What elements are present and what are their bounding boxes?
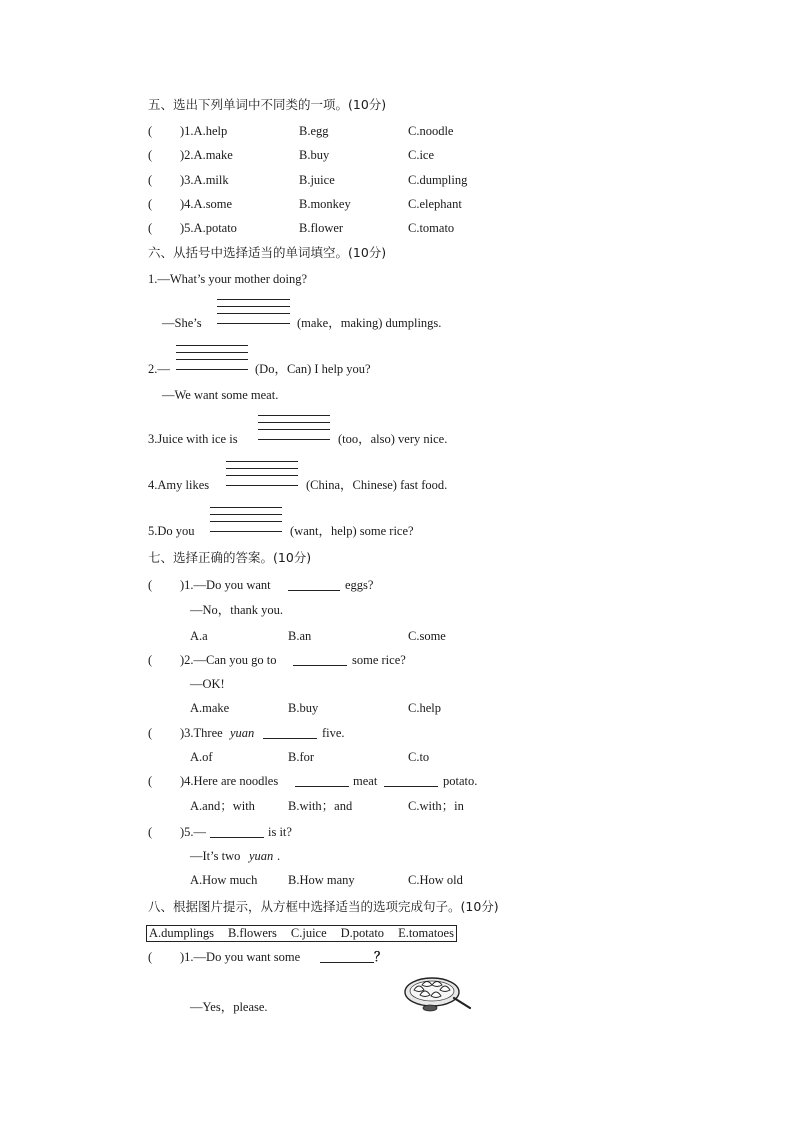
s7-q1-blank[interactable] [288,577,340,593]
option-b: B.flower [299,221,344,235]
s7-q3-opt-c: C.to [408,750,430,764]
s8-q1-text-a: )1.—Do you want some [180,950,301,964]
option-b: B.egg [299,124,329,138]
option-c: C.dumpling [408,173,468,187]
s7-q1-opt-b: B.an [288,629,312,643]
section-6-title: 六、从括号中选择适当的单词填空。(10分) [148,245,387,260]
s7-q2-opt-a: A.make [190,701,230,715]
s6-q5-suffix: (want，help) some rice? [290,524,414,538]
s7-q5-reply-a: —It’s two [190,849,241,863]
s7-q4-opt-a: A.and；with [190,799,255,813]
s7-q4-text-a: )4.Here are noodles [180,774,279,788]
option-a: )3.A.milk [180,173,229,187]
s6-q2-prefix: 2.— [148,362,170,376]
s6-q1-prefix: —She’s [162,316,202,330]
answer-paren: ( [148,173,153,187]
s8-q1-reply: —Yes，please. [190,1000,268,1014]
s7-q5-opt-a: A.How much [190,873,258,887]
s7-q2-opt-c: C.help [408,701,441,715]
s7-q5-reply-yuan: yuan [249,849,274,863]
s7-q3-blank[interactable] [263,725,317,741]
word-option-c: C.juice [290,926,327,940]
s8-q1-blank[interactable] [320,949,374,965]
s6-q2-answer-lines[interactable] [176,345,248,371]
s7-q2-opt-b: B.buy [288,701,319,715]
s6-q1-answer-lines[interactable] [217,299,290,325]
s7-q3-opt-b: B.for [288,750,315,764]
answer-paren: ( [148,774,153,788]
answer-paren: ( [148,825,153,839]
s7-q1-text-b: eggs? [345,578,374,592]
answer-paren: ( [148,221,153,235]
word-bank-box [146,925,457,942]
option-c: C.ice [408,148,435,162]
s6-q4-answer-lines[interactable] [226,461,298,487]
s7-q2-text-a: )2.—Can you go to [180,653,277,667]
option-b: B.monkey [299,197,351,211]
answer-paren: ( [148,653,153,667]
s6-q3-prefix: 3.Juice with ice is [148,432,238,446]
section-5-title: 五、选出下列单词中不同类的一项。(10分) [148,97,387,112]
s7-q1-text-a: )1.—Do you want [180,578,271,592]
s7-q5-text-b: is it? [268,825,292,839]
s8-q1-qmark: ？ [374,950,387,964]
answer-paren: ( [148,950,153,964]
s7-q1-reply: —No，thank you. [190,603,284,617]
option-b: B.buy [299,148,330,162]
s7-q4-opt-c: C.with；in [408,799,464,813]
option-a: )5.A.potato [180,221,237,235]
s6-q4-suffix: (China，Chinese) fast food. [306,478,448,492]
s7-q5-opt-b: B.How many [288,873,355,887]
answer-paren: ( [148,726,153,740]
section-7-title: 七、选择正确的答案。(10分) [148,550,312,565]
s6-q3-answer-lines[interactable] [258,415,330,441]
s6-q4-prefix: 4.Amy likes [148,478,210,492]
word-option-d: D.potato [340,926,385,940]
option-c: C.noodle [408,124,454,138]
option-b: B.juice [299,173,335,187]
s6-q1-suffix: (make，making) dumplings. [297,316,442,330]
s6-q3-suffix: (too，also) very nice. [338,432,448,446]
s7-q5-opt-c: C.How old [408,873,463,887]
s7-q2-text-b: some rice? [352,653,406,667]
s7-q3-text-a: )3.Three [180,726,223,740]
s7-q4-opt-b: B.with；and [288,799,353,813]
word-option-e: E.tomatoes [398,926,454,940]
s7-q5-reply-b: . [277,849,281,863]
dumplings-plate-image [402,972,474,1014]
answer-paren: ( [148,148,153,162]
option-c: C.tomato [408,221,455,235]
s7-q4-blank-2[interactable] [384,773,438,789]
answer-paren: ( [148,578,153,592]
s6-q2-reply: —We want some meat. [162,388,279,402]
s7-q4-text-c: potato. [443,774,478,788]
s7-q3-yuan: yuan [230,726,255,740]
s6-q5-answer-lines[interactable] [210,507,282,533]
s7-q2-reply: —OK! [190,677,225,691]
section-8-title: 八、根据图片提示，从方框中选择适当的选项完成句子。(10分) [148,899,499,914]
s7-q2-blank[interactable] [293,652,347,668]
option-a: )2.A.make [180,148,233,162]
s6-q5-prefix: 5.Do you [148,524,195,538]
s7-q4-blank-1[interactable] [295,773,349,789]
s7-q5-blank[interactable] [210,824,264,840]
s6-q2-suffix: (Do，Can) I help you? [255,362,371,376]
answer-paren: ( [148,197,153,211]
word-option-a: A.dumplings [149,926,214,940]
s7-q1-opt-c: C.some [408,629,446,643]
option-a: )4.A.some [180,197,233,211]
option-c: C.elephant [408,197,462,211]
s7-q5-text-a: )5.— [180,825,207,839]
option-a: )1.A.help [180,124,228,138]
s7-q3-opt-a: A.of [190,750,213,764]
answer-paren: ( [148,124,153,138]
s6-q1-question: 1.—What’s your mother doing? [148,272,307,286]
word-option-b: B.flowers [227,926,277,940]
s7-q4-text-b: meat [353,774,378,788]
s7-q3-text-b: five. [322,726,345,740]
s7-q1-opt-a: A.a [190,629,208,643]
